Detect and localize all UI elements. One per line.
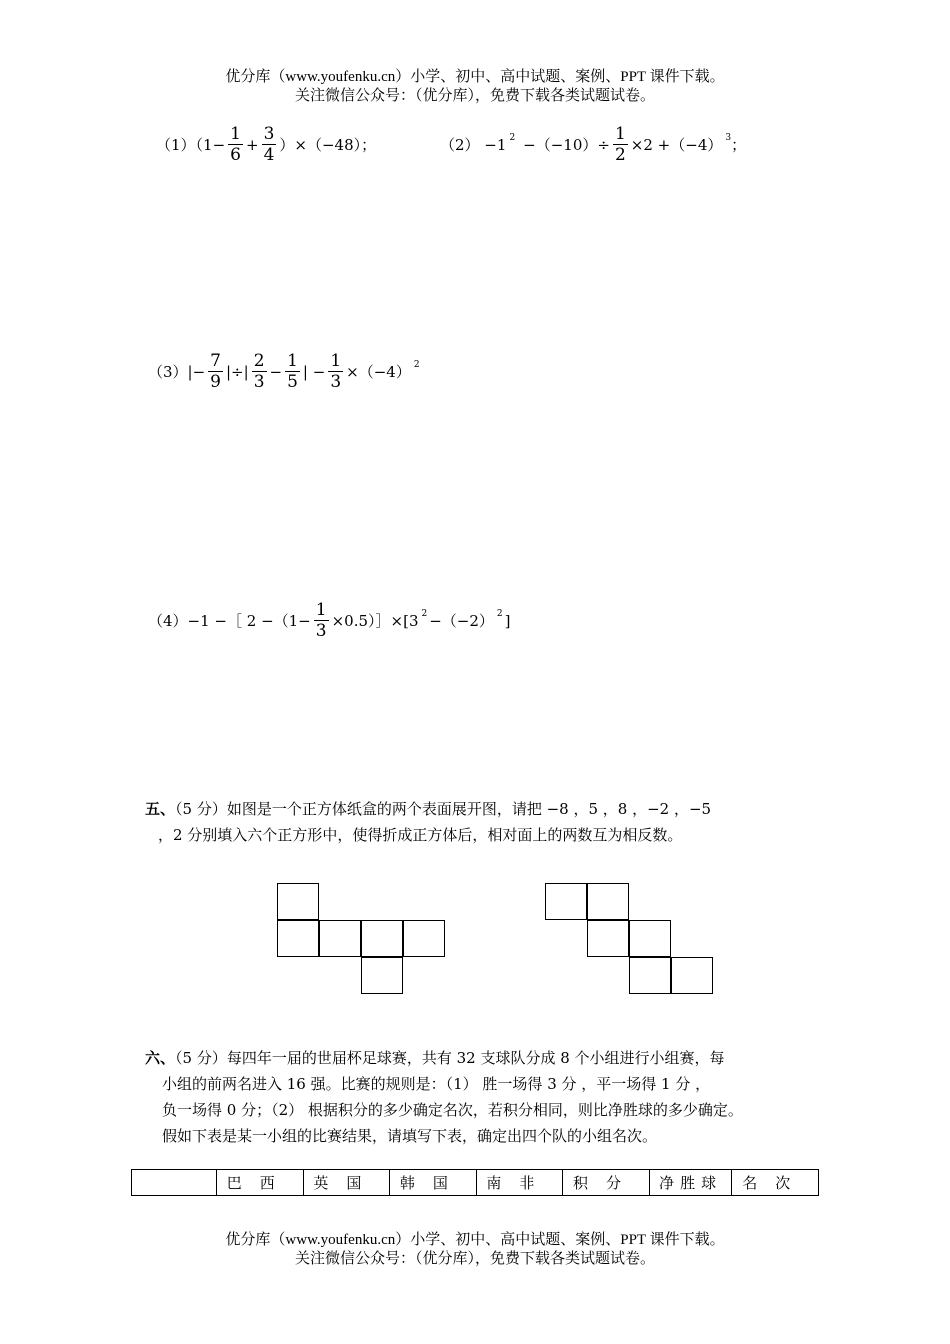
table-header-south-africa: 南非 bbox=[476, 1170, 563, 1196]
p2-frac-den: 2 bbox=[614, 145, 626, 165]
section-5-text-1: （5 分）如图是一个正方体纸盒的两个表面展开图，请把 −8 ，5 ，8 ，−2 ，−5 bbox=[175, 800, 712, 818]
net1-square bbox=[361, 957, 403, 994]
p3-text-d: | − bbox=[302, 362, 326, 381]
p3-frac-3-num: 1 bbox=[287, 351, 298, 371]
p1-frac-1 bbox=[228, 124, 243, 165]
net2-square bbox=[545, 883, 587, 920]
p2-text-c: ×2 +（−4） bbox=[630, 136, 723, 154]
p3-frac-1-den: 9 bbox=[210, 372, 221, 392]
net1-square bbox=[277, 920, 319, 957]
net1-square bbox=[277, 883, 319, 920]
footer-line-2: 关注微信公众号：（优分库），免费下载各类试题试卷。 bbox=[294, 1251, 655, 1267]
table-header-row bbox=[132, 1170, 819, 1196]
section-5-line-2: ，2 分别填入六个正方形中，使得折成正方体后，相对面上的两数互为相反数。 bbox=[158, 826, 683, 844]
p3-text-a: （3）|− bbox=[148, 363, 206, 381]
p1-text-c: ）×（−48）； bbox=[279, 136, 377, 154]
p3-frac-3-den: 5 bbox=[287, 372, 298, 392]
p1-frac-2 bbox=[262, 124, 277, 165]
table-cell-blank bbox=[132, 1170, 217, 1196]
p2-text-a: （2） −1 bbox=[440, 136, 507, 154]
p3-text-e: ×（−4） bbox=[346, 363, 411, 381]
p1-text-a: （1）（1− bbox=[156, 136, 226, 154]
problem-1 bbox=[156, 124, 376, 165]
p1-frac-2-num: 3 bbox=[263, 124, 275, 144]
results-table bbox=[131, 1169, 819, 1196]
net2-square bbox=[587, 920, 629, 957]
net2-square bbox=[629, 957, 671, 994]
section-5-label: 五、 bbox=[145, 800, 176, 818]
p4-frac-den: 3 bbox=[315, 621, 327, 641]
table-header-points: 积分 bbox=[563, 1170, 650, 1196]
section-6-line-4: 假如下表是某一小组的比赛结果，请填写下表，确定出四个队的小组名次。 bbox=[162, 1127, 658, 1145]
p2-sup-1: 2 bbox=[509, 132, 516, 143]
p2-text-d: ； bbox=[731, 136, 747, 154]
section-6-line-1 bbox=[145, 1045, 725, 1071]
p3-frac-4 bbox=[328, 351, 343, 392]
p3-frac-2 bbox=[252, 351, 267, 392]
p3-frac-4-num: 1 bbox=[330, 351, 342, 371]
section-5-line-1 bbox=[145, 796, 711, 822]
net2-square bbox=[629, 920, 671, 957]
p3-frac-1 bbox=[208, 351, 223, 392]
p4-text-c: −（−2） bbox=[429, 612, 494, 630]
table-header-goal-diff: 净胜球 bbox=[649, 1170, 732, 1196]
problem-2 bbox=[440, 124, 746, 165]
p4-frac-num: 1 bbox=[315, 600, 327, 620]
net2-square bbox=[587, 883, 629, 920]
header-line-2: 关注微信公众号：（优分库），免费下载各类试题试卷。 bbox=[294, 88, 655, 104]
p2-frac bbox=[613, 124, 628, 165]
p3-sup: 2 bbox=[413, 359, 420, 370]
p3-text-b: |÷| bbox=[226, 362, 249, 381]
p4-text-b: ×0.5）］×[3 bbox=[331, 612, 419, 630]
net1-square bbox=[319, 920, 361, 957]
footer-line-1: 优分库（www.youfenku.cn）小学、初中、高中试题、案例、PPT 课件下载。 bbox=[225, 1232, 725, 1248]
p3-frac-4-den: 3 bbox=[330, 372, 342, 392]
net1-square bbox=[403, 920, 445, 957]
p4-frac bbox=[314, 600, 329, 641]
p4-text-d: ] bbox=[504, 611, 511, 630]
header-line-1: 优分库（www.youfenku.cn）小学、初中、高中试题、案例、PPT 课件下载。 bbox=[225, 69, 725, 85]
problem-3 bbox=[148, 351, 428, 392]
p2-frac-num: 1 bbox=[614, 124, 626, 144]
section-6-line-3: 负一场得 0 分；（2） 根据积分的多少确定名次，若积分相同，则比净胜球的多少确定。 bbox=[162, 1101, 743, 1119]
p3-frac-1-num: 7 bbox=[210, 351, 221, 371]
problem-4 bbox=[148, 600, 511, 641]
p4-text-a: （4）−1 −［ 2 −（1− bbox=[148, 612, 311, 630]
p3-frac-2-den: 3 bbox=[253, 372, 265, 392]
p1-frac-1-num: 1 bbox=[230, 124, 241, 144]
table-header-brazil: 巴西 bbox=[217, 1170, 304, 1196]
p2-text-b: −（−10）÷ bbox=[523, 136, 610, 154]
p3-frac-3 bbox=[285, 351, 300, 392]
p4-sup-1: 2 bbox=[421, 608, 428, 619]
p4-sup-2: 2 bbox=[496, 608, 503, 619]
net1-square bbox=[361, 920, 403, 957]
table-header-rank: 名次 bbox=[732, 1170, 819, 1196]
p1-text-b: + bbox=[245, 135, 259, 154]
table-header-korea: 韩国 bbox=[390, 1170, 477, 1196]
net2-square bbox=[671, 957, 713, 994]
p3-frac-2-num: 2 bbox=[253, 351, 265, 371]
table-header-england: 英国 bbox=[303, 1170, 390, 1196]
p2-sup-2: 3 bbox=[725, 132, 732, 143]
p1-frac-2-den: 4 bbox=[263, 145, 275, 165]
section-6-text-1: （5 分）每四年一届的世届杯足球赛，共有 32 支球队分成 8 个小组进行小组赛，每 bbox=[175, 1049, 725, 1067]
p1-frac-1-den: 6 bbox=[230, 145, 241, 165]
p3-text-c: − bbox=[269, 362, 283, 381]
section-6-line-2: 小组的前两名进入 16 强。比赛的规则是：（1） 胜一场得 3 分 ，平一场得 1 分 ， bbox=[162, 1075, 711, 1093]
section-6-label: 六、 bbox=[145, 1049, 176, 1067]
